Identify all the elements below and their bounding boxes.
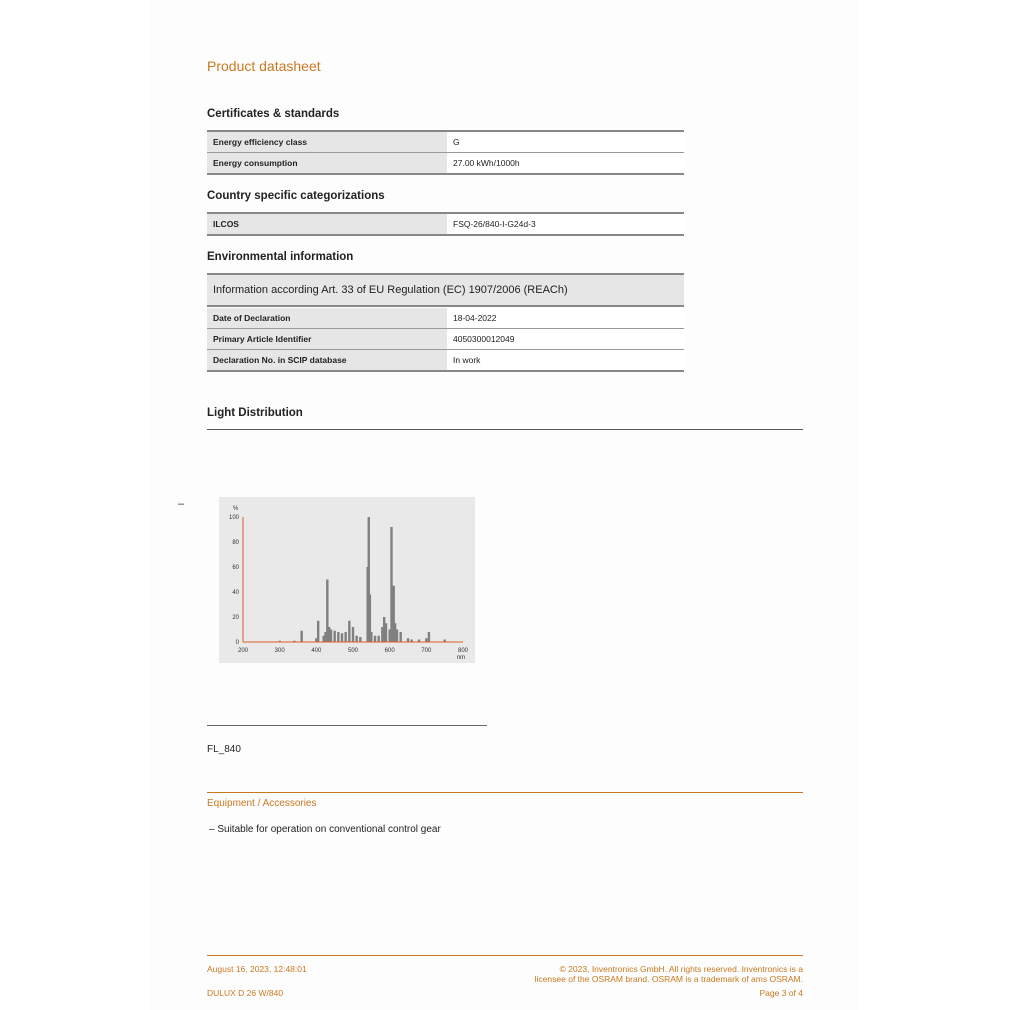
- certificates-table: [207, 130, 684, 175]
- row-key: Energy consumption: [207, 153, 447, 175]
- spectrum-bar: [428, 632, 430, 642]
- chart-caption: FL_840: [207, 744, 241, 755]
- certificates-heading: Certificates & standards: [207, 108, 340, 120]
- footer-product: DULUX D 26 W/840: [207, 988, 284, 998]
- x-tick-label: 700: [421, 648, 432, 654]
- spectrum-bar: [396, 630, 398, 643]
- list-item: [209, 824, 441, 835]
- spectrum-chart-svg: [219, 497, 475, 663]
- table-row: [207, 131, 684, 153]
- spectrum-bar: [341, 633, 343, 642]
- page-number: Page 3 of 4: [759, 988, 803, 998]
- row-key: ILCOS: [207, 213, 447, 235]
- spectrum-bar: [359, 637, 361, 642]
- row-value: 4050300012049: [447, 329, 684, 350]
- footer-copyright: [535, 964, 803, 984]
- spectrum-bar: [374, 636, 376, 642]
- spectrum-bar: [399, 632, 401, 642]
- spectrum-bar: [348, 621, 350, 642]
- divider: [207, 725, 487, 726]
- table-row: [207, 213, 684, 235]
- x-tick-label: 400: [311, 648, 322, 654]
- table-row: [207, 153, 684, 175]
- x-tick-label: 300: [274, 648, 285, 654]
- row-value: G: [447, 131, 684, 153]
- spectrum-bar: [355, 636, 357, 642]
- y-axis-label: %: [233, 506, 239, 512]
- y-tick-label: 80: [232, 540, 239, 546]
- spectrum-bar: [337, 632, 339, 642]
- divider: [207, 792, 803, 793]
- table-row: [207, 350, 684, 372]
- table-row: [207, 329, 684, 350]
- y-tick-label: 20: [232, 615, 239, 621]
- equipment-heading: Equipment / Accessories: [207, 798, 317, 809]
- reach-title: Information according Art. 33 of EU Regulation (EC) 1907/2006 (REACh): [207, 273, 684, 307]
- x-tick-label: 600: [384, 648, 395, 654]
- spectrum-bar: [377, 636, 379, 642]
- spectrum-bar: [425, 638, 427, 642]
- row-key: Declaration No. in SCIP database: [207, 350, 447, 372]
- spectrum-chart: [219, 497, 475, 663]
- country-table: [207, 212, 684, 236]
- spectrum-bar: [333, 631, 335, 642]
- x-tick-label: 500: [347, 648, 359, 654]
- y-tick-label: 100: [228, 515, 239, 521]
- spectrum-bar: [390, 527, 392, 642]
- y-tick-label: 60: [232, 565, 239, 571]
- x-axis-label: nm: [456, 655, 466, 661]
- table-row: [207, 308, 684, 329]
- list-item-text: Suitable for operation on conventional control gear: [217, 824, 441, 835]
- spectrum-bar: [344, 632, 346, 642]
- spectrum-bar: [330, 630, 332, 643]
- divider: [207, 429, 803, 430]
- row-key: Primary Article Identifier: [207, 329, 447, 350]
- y-tick-label: 0: [235, 640, 239, 646]
- x-tick-label: 200: [237, 648, 249, 654]
- bullet: –: [209, 824, 215, 835]
- footer-date: August 16, 2023, 12:48:01: [207, 964, 307, 974]
- y-tick-label: 40: [232, 590, 239, 596]
- row-value: In work: [447, 350, 684, 372]
- row-key: Date of Declaration: [207, 308, 447, 329]
- spectrum-bar: [407, 638, 409, 642]
- row-value: 27.00 kWh/1000h: [447, 153, 684, 175]
- row-value: 18-04-2022: [447, 308, 684, 329]
- copyright-line: © 2023, Inventronics GmbH. All rights reserved. Inventronics is a: [559, 964, 803, 974]
- spectrum-bar: [300, 631, 302, 642]
- page-title: Product datasheet: [207, 58, 321, 74]
- light-heading: Light Distribution: [207, 407, 303, 419]
- country-heading: Country specific categorizations: [207, 190, 385, 202]
- spectrum-bar: [352, 627, 354, 642]
- copyright-line: licensee of the OSRAM brand. OSRAM is a trademark of ams OSRAM.: [534, 974, 803, 984]
- footer-divider: [207, 955, 803, 956]
- spectrum-bar: [385, 623, 387, 642]
- spectrum-bar: [317, 621, 319, 642]
- row-value: FSQ-26/840-I-G24d-3: [447, 213, 684, 235]
- margin-dash: –: [178, 498, 185, 510]
- spectrum-bar: [370, 632, 372, 642]
- environment-table: [207, 308, 684, 372]
- environment-heading: Environmental information: [207, 251, 354, 263]
- row-key: Energy efficiency class: [207, 131, 447, 153]
- x-tick-label: 800: [457, 648, 469, 654]
